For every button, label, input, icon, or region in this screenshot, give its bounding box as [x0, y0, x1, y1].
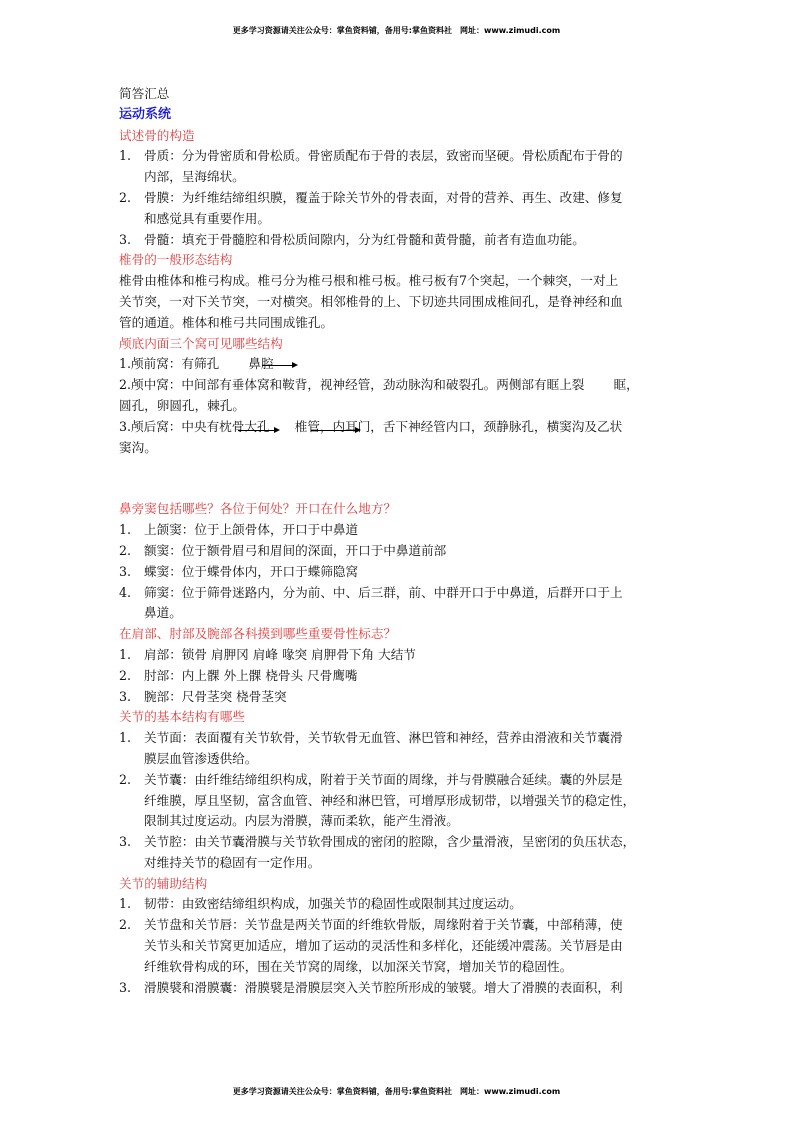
- list-item: 3. 骨髓：填充于骨髓腔和骨松质间隙内，分为红骨髓和黄骨髓，前者有造血功能。: [119, 231, 585, 247]
- numbered-list: [119, 728, 685, 874]
- list-item: 2. 骨膜：为纤维结缔组织膜，覆盖于除关节外的骨表面，对骨的营养、再生、改建、修复 和感觉具有重要作用。: [119, 189, 623, 226]
- footer-banner: 更多学习资源请关注公众号：掌鱼资料铺，备用号:掌鱼资料社 网址：www.zimudi.com: [232, 1087, 561, 1096]
- section-title: 试述骨的构造: [119, 127, 195, 143]
- list-item: 3. 腕部：尺骨茎突 桡骨茎突: [119, 688, 287, 704]
- paragraph-line: 管的通道。椎体和椎弓共同围成锥孔。: [119, 314, 334, 330]
- numbered-list: [119, 645, 685, 707]
- list-item: 1. 肩部：锁骨 肩胛冈 肩峰 喙突 肩胛骨下角 大结节: [119, 646, 416, 662]
- paragraph-line: 椎骨由椎体和椎弓构成。椎弓分为椎弓根和椎弓板。椎弓板有7个突起，一个棘突，一对上: [119, 273, 619, 289]
- arrow-icon: [311, 430, 359, 431]
- paragraph-line: 圆孔，卵圆孔，棘孔。: [119, 397, 245, 413]
- list-item: 2. 关节囊：由纤维结缔组织构成，附着于关节面的周缘，并与骨膜融合延续。囊的外层是 纤维膜，厚且坚韧，富含血管、神经和淋巴管，可增厚形成韧带，以增强关节的稳定性， 限制其过度运动。内层为滑膜，薄而柔软，能产生滑液。: [119, 771, 636, 829]
- paragraph-line: 1.颅前窝：有筛孔 鼻腔: [119, 356, 274, 372]
- numbered-list: [119, 894, 685, 998]
- paragraph-line: 3.颅后窝：中央有枕骨大孔 椎管，内耳门，舌下神经管内口，颈静脉孔，横窦沟及乙状: [119, 418, 623, 434]
- header-banner: 更多学习资源请关注公众号：掌鱼资料铺，备用号:掌鱼资料社 网址：www.zimudi.com: [232, 26, 561, 35]
- system-title: 运动系统: [119, 106, 172, 122]
- arrow-icon: [238, 430, 278, 431]
- list-item: 1. 骨质：分为骨密质和骨松质。骨密质配布于骨的表层，致密而坚硬。骨松质配布于骨的 内部，呈海绵状。: [119, 148, 623, 185]
- list-item: 1. 韧带：由致密结缔组织构成，加强关节的稳固性或限制其过度运动。: [119, 896, 522, 912]
- list-item: 1. 关节面：表面覆有关节软骨，关节软骨无血管、淋巴管和神经，营养由滑液和关节囊滑 膜层血管渗透供给。: [119, 730, 623, 766]
- doc-title: 简答汇总: [119, 86, 170, 101]
- arrow-icon: [262, 365, 296, 366]
- list-item: 3. 滑膜襞和滑膜囊：滑膜襞是滑膜层突入关节腔所形成的皱襞。增大了滑膜的表面积，利: [119, 979, 623, 995]
- paragraph-line: 关节突，一对下关节突，一对横突。相邻椎骨的上、下切迹共同围成椎间孔，是脊神经和血: [119, 293, 623, 309]
- list-item: 3. 蝶窦：位于蝶骨体内，开口于蝶筛隐窝: [119, 563, 359, 579]
- numbered-list: [119, 520, 685, 624]
- list-item: 2. 肘部：内上髁 外上髁 桡骨头 尺骨鹰嘴: [119, 667, 358, 683]
- section-title: 关节的辅助结构: [119, 875, 208, 891]
- section-title: 颅底内面三个窝可见哪些结构: [119, 335, 283, 351]
- document-body: [119, 84, 685, 998]
- list-item: 2. 额窦：位于额骨眉弓和眉间的深面，开口于中鼻道前部: [119, 542, 447, 558]
- list-item: 3. 关节腔：由关节囊滑膜与关节软骨围成的密闭的腔隙，含少量滑液，呈密闭的负压状态， 对维持关节的稳固有一定作用。: [119, 834, 636, 870]
- numbered-list: [119, 146, 685, 250]
- list-item: 2. 关节盘和关节唇：关节盘是两关节面的纤维软骨版，周缘附着于关节囊，中部稍薄，使 关节头和关节窝更加适应，增加了运动的灵活性和多样化，还能缓冲震荡。关节唇是由 纤维软骨构成的环，围在关节窝的周缘，以加深关节窝，增加关节的稳固性。: [119, 917, 623, 974]
- list-item: 1. 上颌窦：位于上颌骨体，开口于中鼻道: [119, 522, 359, 538]
- section-title: 在肩部、肘部及腕部各科摸到哪些重要骨性标志？: [119, 626, 397, 642]
- section-title: 椎骨的一般形态结构: [119, 252, 233, 268]
- paragraph-line: 2.颅中窝：中间部有垂体窝和鞍背，视神经管，劲动脉沟和破裂孔。两侧部有眶上裂 眶，: [119, 377, 639, 393]
- paragraph-line: 窦沟。: [119, 439, 157, 455]
- section-title: 鼻旁窦包括哪些？各位于何处？开口在什么地方？: [119, 501, 397, 517]
- list-item: 4. 筛窦：位于筛骨迷路内，分为前、中、后三群，前、中群开口于中鼻道，后群开口于上 鼻道。: [119, 584, 623, 621]
- section-title: 关节的基本结构有哪些: [119, 709, 245, 725]
